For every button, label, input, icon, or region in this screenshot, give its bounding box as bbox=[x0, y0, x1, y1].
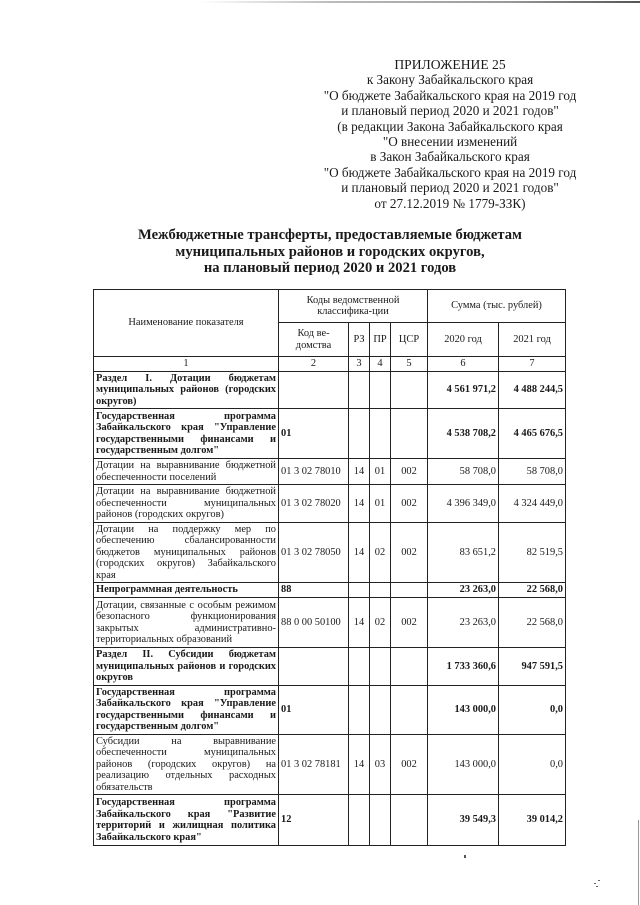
row-amount-2020: 58 708,0 bbox=[428, 459, 499, 485]
header-name: Наименование показателя bbox=[94, 290, 279, 357]
row-pr: 03 bbox=[370, 734, 391, 795]
row-pr: 01 bbox=[370, 459, 391, 485]
row-amount-2021: 82 519,5 bbox=[499, 522, 566, 583]
appendix-line: "О внесении изменений bbox=[382, 134, 518, 150]
row-rz bbox=[349, 371, 370, 409]
appendix-line: к Закону Забайкальского края bbox=[366, 72, 534, 88]
row-rz: 14 bbox=[349, 522, 370, 583]
table-row bbox=[94, 485, 566, 523]
row-csr: 002 bbox=[391, 459, 428, 485]
row-dept-code: 01 3 02 78020 bbox=[279, 485, 349, 523]
column-number: 6 bbox=[428, 357, 499, 372]
row-pr bbox=[370, 371, 391, 409]
table-row bbox=[94, 795, 566, 846]
header-csr: ЦСР bbox=[391, 323, 428, 357]
row-csr: 002 bbox=[391, 522, 428, 583]
row-csr bbox=[391, 371, 428, 409]
row-pr: 02 bbox=[370, 522, 391, 583]
header-2021: 2021 год bbox=[499, 323, 566, 357]
header-rz: РЗ bbox=[349, 323, 370, 357]
row-dept-code bbox=[279, 371, 349, 409]
row-csr bbox=[391, 409, 428, 459]
row-csr: 002 bbox=[391, 734, 428, 795]
scan-speck bbox=[464, 855, 466, 858]
row-csr bbox=[391, 583, 428, 598]
appendix-line: "О бюджете Забайкальского края на 2019 год bbox=[323, 87, 577, 103]
row-pr bbox=[370, 685, 391, 734]
header-sum-group: Сумма (тыс. рублей) bbox=[428, 290, 566, 323]
row-rz: 14 bbox=[349, 459, 370, 485]
row-name: Государственная программа Забайкальского края "Развитие территорий и жилищная политика Забайкальского края" bbox=[94, 795, 279, 846]
row-name: Дотации на выравнивание бюджетной обеспеченности поселений bbox=[94, 459, 279, 485]
table-row bbox=[94, 371, 566, 409]
row-csr: 002 bbox=[391, 485, 428, 523]
row-amount-2021: 22 568,0 bbox=[499, 583, 566, 598]
row-amount-2021: 58 708,0 bbox=[499, 459, 566, 485]
column-number: 3 bbox=[349, 357, 370, 372]
row-pr bbox=[370, 583, 391, 598]
title-line: Межбюджетные трансферты, предоставляемые бюджетам bbox=[138, 227, 522, 243]
table-row bbox=[94, 598, 566, 648]
appendix-line: и плановый период 2020 и 2021 годов" bbox=[341, 180, 559, 196]
row-amount-2020: 143 000,0 bbox=[428, 685, 499, 734]
row-name: Раздел I. Дотации бюджетам муниципальных районов (городских округов) bbox=[94, 371, 279, 409]
row-rz: 14 bbox=[349, 598, 370, 648]
row-amount-2020: 23 263,0 bbox=[428, 598, 499, 648]
row-amount-2021: 4 488 244,5 bbox=[499, 371, 566, 409]
row-name: Субсидии на выравнивание обеспеченности муниципальных районов (городских округов) на реализацию отдельных расходных обязательств bbox=[94, 734, 279, 795]
appendix-line: "О бюджете Забайкальского края на 2019 год bbox=[323, 164, 577, 180]
row-csr bbox=[391, 648, 428, 686]
row-amount-2021: 0,0 bbox=[499, 685, 566, 734]
appendix-line: (в редакции Закона Забайкальского края bbox=[337, 118, 563, 134]
row-dept-code: 01 3 02 78181 bbox=[279, 734, 349, 795]
row-pr bbox=[370, 795, 391, 846]
table-row bbox=[94, 648, 566, 686]
header-dept-code: Код ве-домства bbox=[279, 323, 349, 357]
row-name: Непрограммная деятельность bbox=[94, 583, 279, 598]
row-csr bbox=[391, 795, 428, 846]
row-pr bbox=[370, 648, 391, 686]
row-dept-code: 01 bbox=[279, 409, 349, 459]
row-name: Государственная программа Забайкальского края "Управление государственными финансами и государственным долгом" bbox=[94, 409, 279, 459]
row-rz: 14 bbox=[349, 485, 370, 523]
row-dept-code: 12 bbox=[279, 795, 349, 846]
header-pr: ПР bbox=[370, 323, 391, 357]
row-dept-code: 88 0 00 50100 bbox=[279, 598, 349, 648]
row-pr bbox=[370, 409, 391, 459]
row-rz bbox=[349, 795, 370, 846]
row-pr: 02 bbox=[370, 598, 391, 648]
column-number: 7 bbox=[499, 357, 566, 372]
row-amount-2021: 947 591,5 bbox=[499, 648, 566, 686]
scan-edge-artifact bbox=[638, 820, 639, 905]
row-amount-2021: 4 324 449,0 bbox=[499, 485, 566, 523]
row-amount-2021: 22 568,0 bbox=[499, 598, 566, 648]
row-name: Дотации на поддержку мер по обеспечению сбалансированности бюджетов муниципальных районов (городских округов) Забайкальского края bbox=[94, 522, 279, 583]
row-name: Государственная программа Забайкальского края "Управление государственными финансами и государственным долгом" bbox=[94, 685, 279, 734]
table-row bbox=[94, 522, 566, 583]
row-rz bbox=[349, 583, 370, 598]
appendix-line: и плановый период 2020 и 2021 годов" bbox=[341, 103, 559, 119]
row-csr bbox=[391, 685, 428, 734]
row-csr: 002 bbox=[391, 598, 428, 648]
row-amount-2021: 4 465 676,5 bbox=[499, 409, 566, 459]
appendix-line: в Закон Забайкальского края bbox=[370, 149, 530, 165]
column-number-row bbox=[94, 357, 566, 372]
row-dept-code: 01 3 02 78050 bbox=[279, 522, 349, 583]
row-amount-2020: 143 000,0 bbox=[428, 734, 499, 795]
row-amount-2020: 4 561 971,2 bbox=[428, 371, 499, 409]
row-amount-2020: 23 263,0 bbox=[428, 583, 499, 598]
budget-table bbox=[93, 289, 566, 846]
row-dept-code: 01 3 02 78010 bbox=[279, 459, 349, 485]
header-2020: 2020 год bbox=[428, 323, 499, 357]
row-amount-2020: 1 733 360,6 bbox=[428, 648, 499, 686]
table-row bbox=[94, 459, 566, 485]
document-title bbox=[120, 227, 540, 277]
column-number: 5 bbox=[391, 357, 428, 372]
row-amount-2021: 0,0 bbox=[499, 734, 566, 795]
column-number: 2 bbox=[279, 357, 349, 372]
column-number: 1 bbox=[94, 357, 279, 372]
table-row bbox=[94, 583, 566, 598]
row-dept-code: 01 bbox=[279, 685, 349, 734]
scan-edge-artifact bbox=[200, 1, 640, 3]
row-pr: 01 bbox=[370, 485, 391, 523]
row-rz bbox=[349, 685, 370, 734]
table-row bbox=[94, 685, 566, 734]
row-rz: 14 bbox=[349, 734, 370, 795]
row-name: Дотации, связанные с особым режимом безопасного функционирования закрытых административно-территориальных образований bbox=[94, 598, 279, 648]
row-amount-2020: 39 549,3 bbox=[428, 795, 499, 846]
row-amount-2020: 83 651,2 bbox=[428, 522, 499, 583]
table-row bbox=[94, 409, 566, 459]
row-amount-2020: 4 396 349,0 bbox=[428, 485, 499, 523]
row-rz bbox=[349, 409, 370, 459]
appendix-line: от 27.12.2019 № 1779-ЗЗК) bbox=[374, 195, 526, 211]
title-line: на плановый период 2020 и 2021 годов bbox=[203, 260, 457, 276]
table-row bbox=[94, 734, 566, 795]
scan-speck bbox=[594, 880, 604, 888]
row-name: Раздел II. Субсидии бюджетам муниципальных районов и городских округов bbox=[94, 648, 279, 686]
column-number: 4 bbox=[370, 357, 391, 372]
row-amount-2020: 4 538 708,2 bbox=[428, 409, 499, 459]
row-rz bbox=[349, 648, 370, 686]
title-line: муниципальных районов и городских округов, bbox=[175, 243, 485, 260]
row-dept-code bbox=[279, 648, 349, 686]
appendix-header bbox=[300, 57, 600, 211]
header-codes-group: Коды ведомственной классифика-ции bbox=[279, 290, 428, 323]
row-dept-code: 88 bbox=[279, 583, 349, 598]
row-amount-2021: 39 014,2 bbox=[499, 795, 566, 846]
appendix-number: ПРИЛОЖЕНИЕ 25 bbox=[394, 57, 506, 72]
row-name: Дотации на выравнивание бюджетной обеспеченности муниципальных районов (городских округов) bbox=[94, 485, 279, 523]
